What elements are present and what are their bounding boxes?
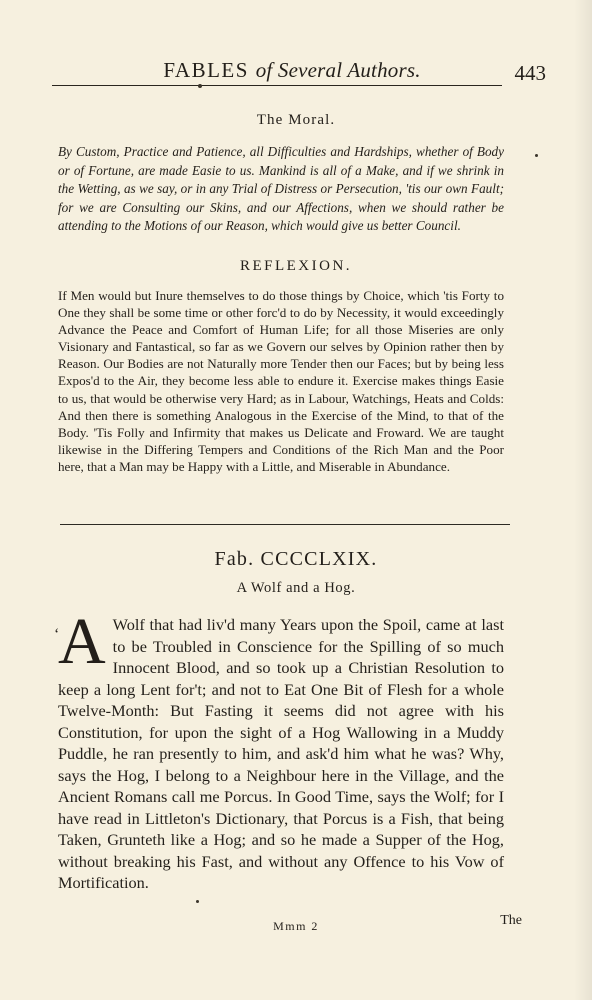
page-number: 443: [514, 61, 546, 85]
header-rule: [52, 85, 502, 86]
signature-mark: Mmm 2: [273, 919, 319, 933]
margin-mark-dot: [535, 154, 538, 157]
page-header: [52, 58, 546, 92]
running-head-prefix: FABLES: [163, 58, 249, 82]
drop-cap: A: [58, 605, 106, 678]
catchword: The: [500, 913, 522, 928]
page-edge-shadow: [574, 0, 592, 1000]
fable-title: Fab. CCCCLXIX.: [214, 548, 378, 570]
section-rule: [60, 524, 510, 525]
margin-mark: ‘: [54, 626, 60, 643]
fable-text: Wolf that had liv'd many Years upon the Spoil, came at last to be Troubled in Conscience for the Spilling of so much Innocent Blood, and so took up a Christian Resolution to keep a long Lent for't; and not to Eat One Bit of Flesh for a whole Twelve-Month: But Fasting it seems did not agree with his Constitution, for upon the sight of a Hog Wallowing in a Muddy Puddle, he ran presently to him, and ask'd him what he was? Why, says the Hog, I belong to a Neighbour here in the Village, and the Ancient Romans call me Porcus. In Good Time, says the Wolf; for I have read in Littleton's Dictionary, that Porcus is a Fish, that being Taken, Grunteth like a Hog; and so he made a Supper of the Hog, without breaking his Fast, and without any Offence to his Vow of Mortification.: [58, 615, 504, 892]
moral-title: The Moral.: [256, 112, 336, 128]
reflexion-text: If Men would but Inure themselves to do those things by Choice, which 'tis Forty to One they shall be some time or other forc'd to do by Necessity, it would exceedingly Advance the Peace and Comfort of Human Life; for all those Miseries are only Visionary and Fantastical, so far as we Govern our selves by Opinion rather then by Reason. Our Bodies are not Naturally more Tender then our Faces; but by being less Expos'd to the Air, they become less able to endure it. Exercise makes things Easie to us, that would be otherwise very Hard; as in Labour, Watchings, Heats and Colds: And then there is something Analogous in the Exercise of the Mind, to that of the Body. 'Tis Folly and Infirmity that makes us Delicate and Froward. We are taught likewise in the Differing Tempers and Conditions of the Rich Man and the Poor here, that a Man may be Happy with a Little, and Miserable in Abundance.: [58, 288, 504, 474]
fable-subtitle: A Wolf and a Hog.: [236, 580, 356, 596]
fable-body: [58, 605, 504, 894]
reflexion-title: REFLEXION.: [239, 258, 353, 274]
moral-text: By Custom, Practice and Patience, all Difficulties and Hardships, whether of Body or of Fortune, are made Easie to us. Mankind is all of a Make, and if we shrink in the Wetting, as we say, or in any Trial of Distress or Persecution, 'tis our own Fault; for we are Consulting our Skins, and our Affections, when we should rather be attending to the Motions of our Reason, which would give us better Council.: [58, 144, 504, 233]
footer-ornament-dot: [196, 900, 199, 903]
running-head: [122, 58, 462, 82]
running-head-suffix: of Several Authors.: [255, 58, 421, 82]
header-ornament-dot: [198, 84, 202, 88]
